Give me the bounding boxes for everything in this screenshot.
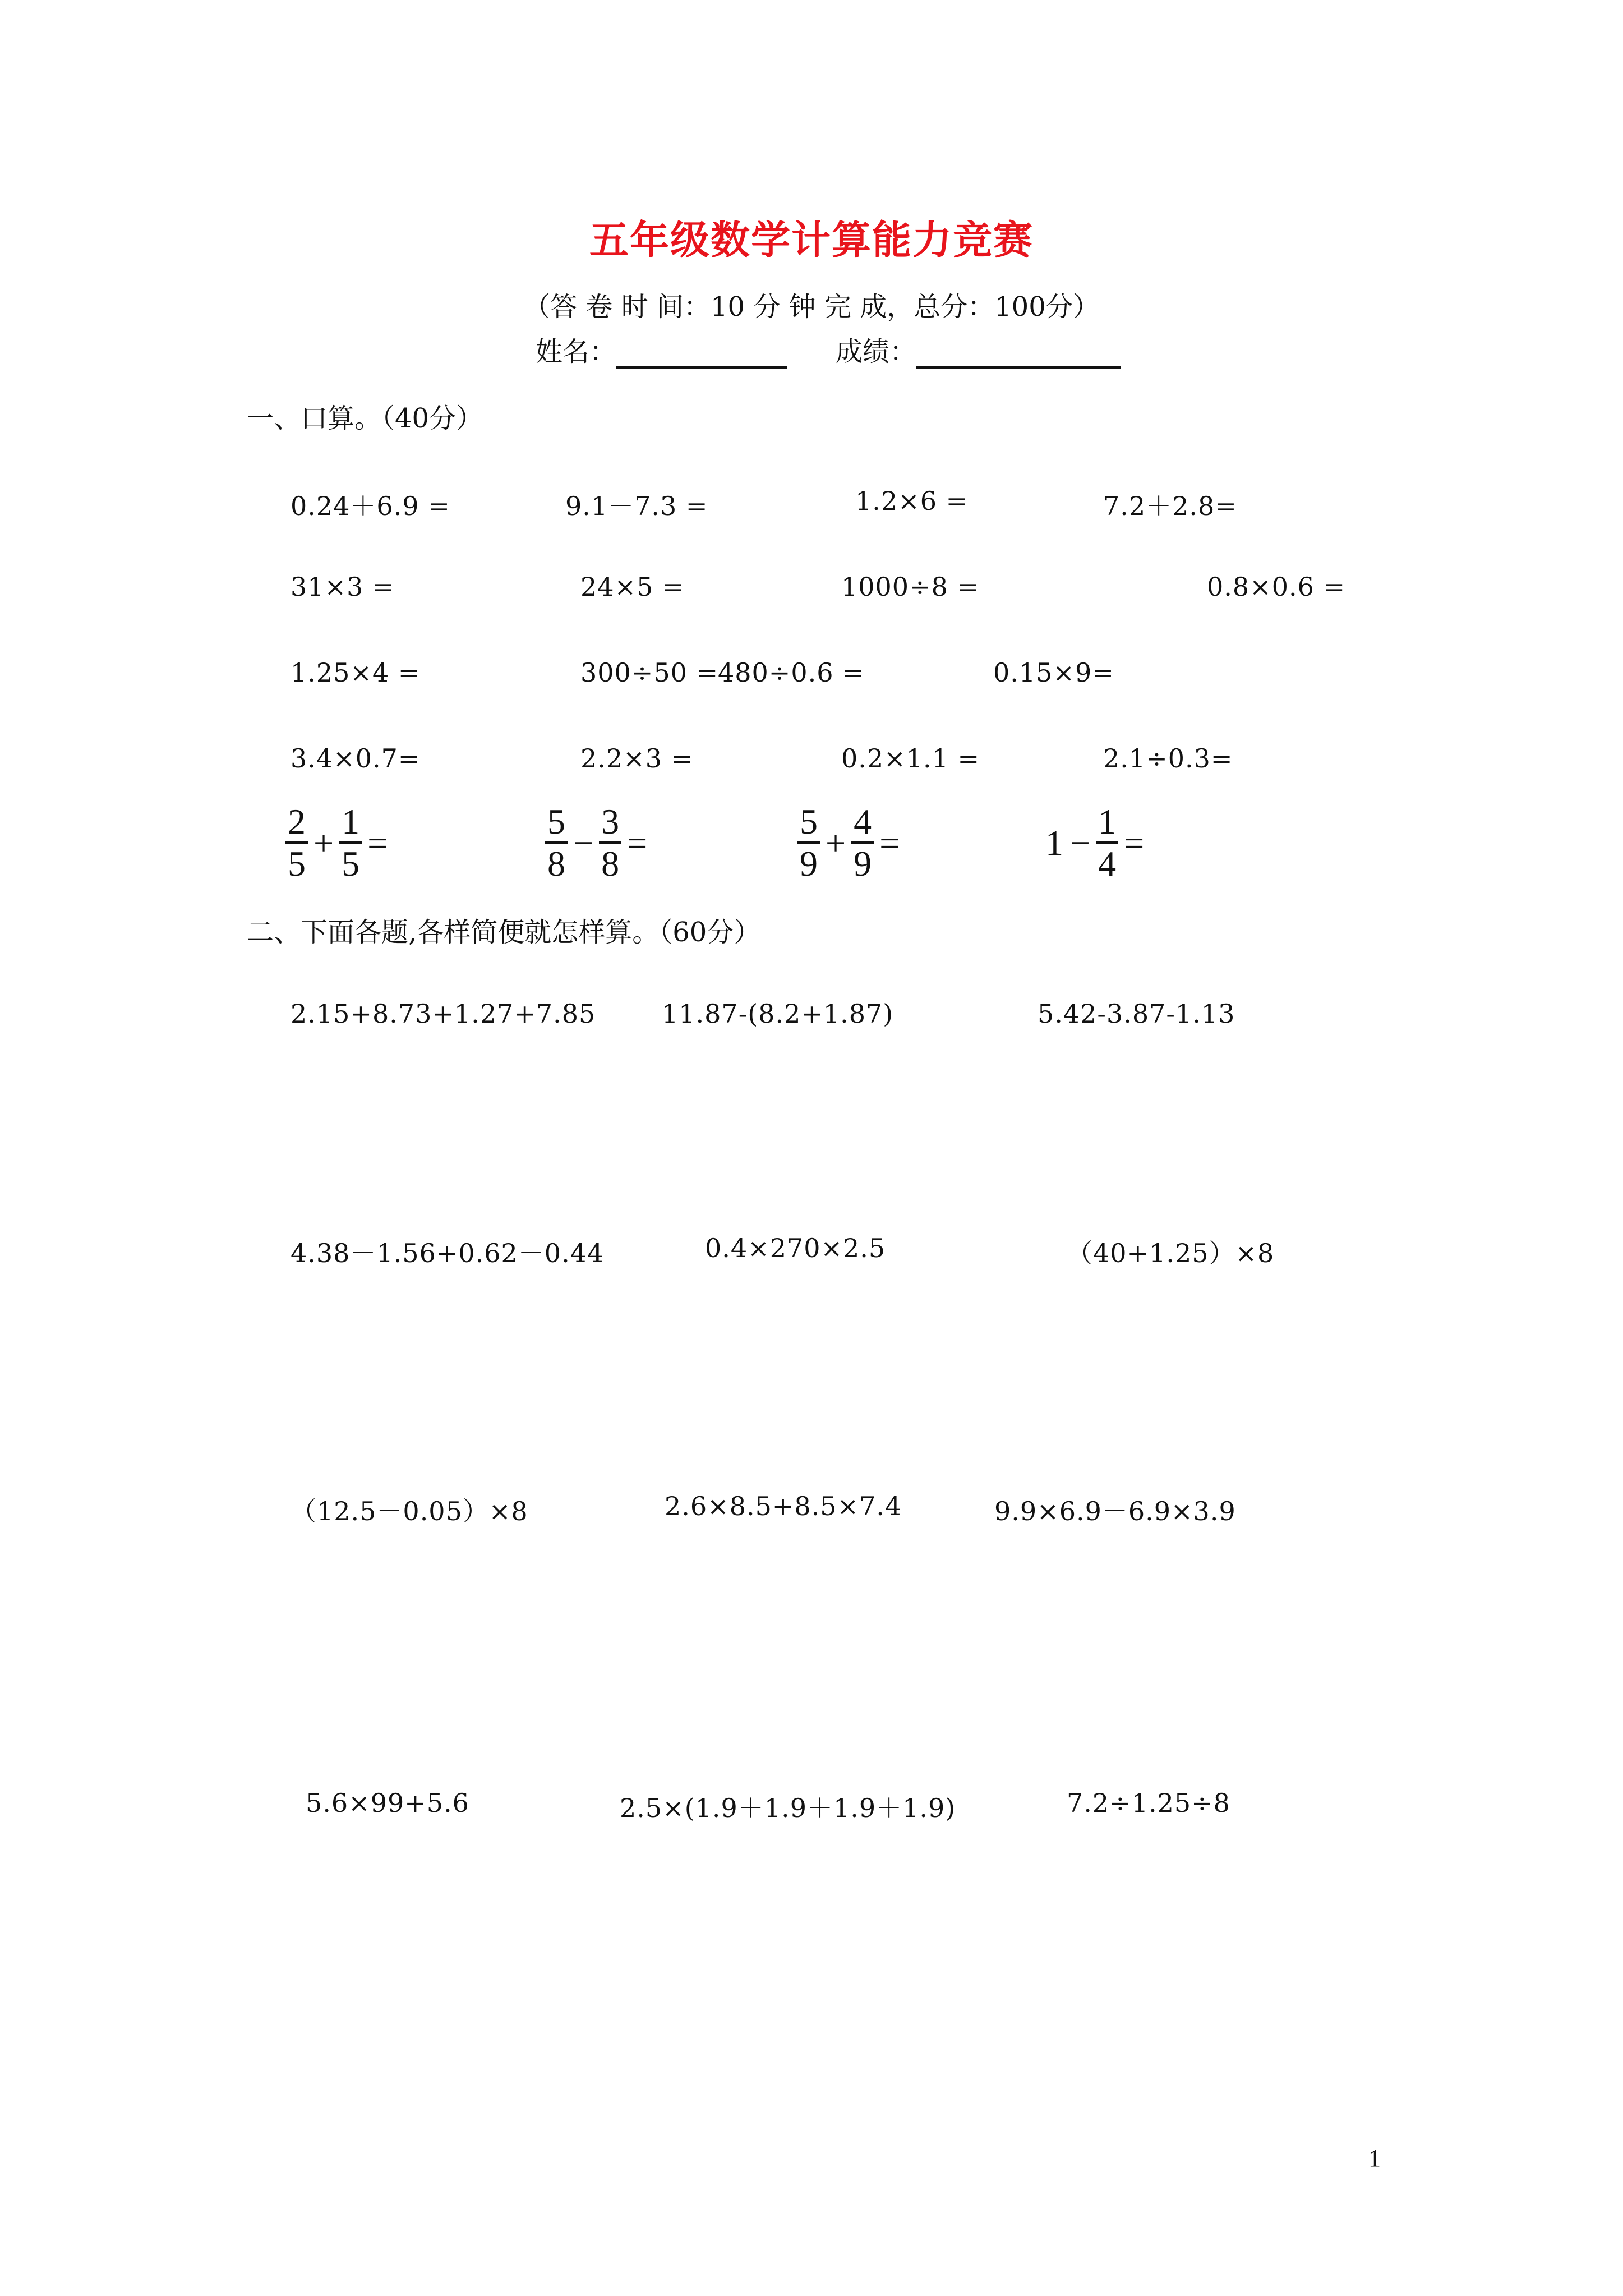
oral-problem: 300÷50 =	[580, 657, 719, 688]
section1-heading: 一、口算。（40分）	[247, 403, 483, 434]
fraction-problem: $\frac{5}{8}$ − $\frac{3}{8}$ =	[543, 802, 651, 884]
calc-problem: 7.2÷1.25÷8	[1067, 1788, 1230, 1818]
calc-problem: 0.4×270×2.5	[705, 1233, 886, 1263]
page-number: 1	[1368, 2145, 1381, 2172]
page-title: 五年级数学计算能力竞赛	[589, 217, 1034, 263]
calc-problem: 5.42-3.87-1.13	[1038, 999, 1235, 1029]
name-field	[536, 330, 787, 369]
name-blank[interactable]	[616, 337, 787, 369]
oral-problem: 24×5 =	[580, 572, 685, 602]
fraction: $\frac{2}{5}$	[285, 802, 308, 884]
fraction: $\frac{5}{9}$	[797, 802, 820, 884]
fraction-problem: 1 − $\frac{1}{4}$ =	[1045, 802, 1145, 884]
calc-problem: 9.9×6.9－6.9×3.9	[994, 1496, 1236, 1526]
oral-problem: 0.15×9=	[993, 657, 1114, 688]
fraction-problem: $\frac{5}{9}$ + $\frac{4}{9}$ =	[795, 802, 903, 884]
calc-problem: （40+1.25）×8	[1067, 1238, 1275, 1268]
oral-problem: 1000÷8 =	[841, 572, 980, 602]
oral-problem: 0.24＋6.9 =	[291, 491, 450, 521]
oral-problem: 2.2×3 =	[580, 743, 694, 774]
oral-problem: 480÷0.6 =	[718, 657, 865, 688]
fraction: $\frac{4}{9}$	[851, 802, 874, 884]
fraction: $\frac{1}{4}$	[1096, 802, 1118, 884]
section2-heading: 二、下面各题,各样简便就怎样算。（60分）	[247, 917, 761, 948]
oral-problem: 1.2×6 =	[855, 486, 969, 516]
score-blank[interactable]	[916, 337, 1121, 369]
oral-problem: 9.1－7.3 =	[565, 491, 708, 521]
oral-problem: 0.8×0.6 =	[1207, 572, 1346, 602]
calc-problem: 4.38－1.56+0.62－0.44	[291, 1238, 605, 1268]
calc-problem: 11.87-(8.2+1.87)	[662, 999, 894, 1029]
oral-problem: 1.25×4 =	[291, 657, 421, 688]
calc-problem: 2.6×8.5+8.5×7.4	[665, 1491, 902, 1521]
score-label: 成绩：	[836, 336, 917, 367]
score-field	[836, 330, 1121, 369]
calc-problem: 2.15+8.73+1.27+7.85	[291, 999, 596, 1029]
name-label: 姓名：	[536, 336, 617, 367]
fraction: $\frac{5}{8}$	[545, 802, 568, 884]
calc-problem: 2.5×(1.9＋1.9＋1.9＋1.9)	[620, 1793, 956, 1823]
oral-problem: 2.1÷0.3=	[1103, 743, 1233, 774]
oral-problem: 3.4×0.7=	[291, 743, 421, 774]
oral-problem: 7.2＋2.8=	[1103, 491, 1237, 521]
calc-problem: 5.6×99+5.6	[306, 1788, 469, 1818]
oral-problem: 0.2×1.1 =	[841, 743, 980, 774]
fraction: $\frac{3}{8}$	[599, 802, 621, 884]
calc-problem: （12.5－0.05）×8	[291, 1496, 528, 1526]
fraction: $\frac{1}{5}$	[339, 802, 362, 884]
oral-problem: 31×3 =	[291, 572, 395, 602]
exam-instructions: （答 卷 时 间：10 分 钟 完 成，总分：100分）	[523, 291, 1100, 323]
fraction-problem: $\frac{2}{5}$ + $\frac{1}{5}$ =	[283, 802, 391, 884]
